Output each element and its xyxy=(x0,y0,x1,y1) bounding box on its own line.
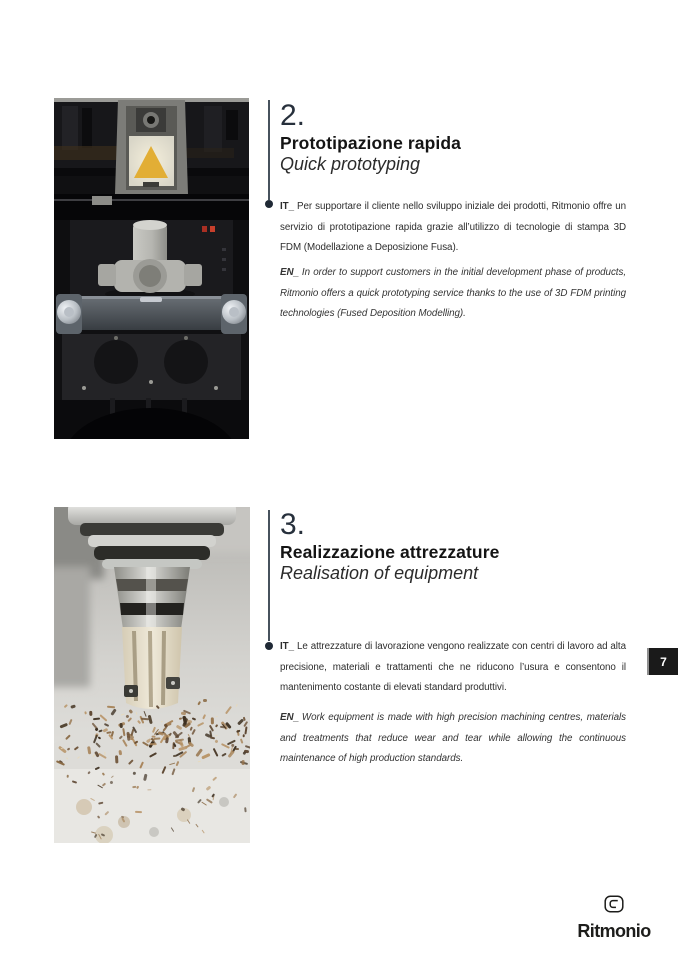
it-label: IT_ xyxy=(280,201,295,212)
section-paragraph-it xyxy=(280,637,626,699)
section-paragraph-it xyxy=(280,197,626,259)
it-text: Le attrezzature di lavorazione vengono realizzate con centri di lavoro ad alta precisione, materiali e trattamenti che ne riducono l’usura e consentono il mantenimento costante di elevati standard produttivi. xyxy=(280,641,626,693)
cnc-photo-art xyxy=(54,507,250,843)
page-number-badge xyxy=(647,648,678,675)
section-heading xyxy=(280,510,640,584)
section-paragraph-en xyxy=(280,263,626,325)
section-number: 2. xyxy=(280,99,306,132)
brand-logo xyxy=(558,894,670,942)
accent-dot xyxy=(265,642,273,650)
accent-line xyxy=(268,510,270,641)
section-title-it: Prototipazione rapida xyxy=(280,133,462,153)
printer-photo-art xyxy=(54,98,249,439)
equipment-machining-photo xyxy=(54,507,250,843)
accent-line xyxy=(268,100,270,200)
page-number: 7 xyxy=(660,654,667,669)
en-label: EN_ xyxy=(280,267,299,278)
en-text: Work equipment is made with high precision machining centres, materials and treatments that reduce wear and tear while allowing the continuous maintenance of high production standards. xyxy=(280,712,626,764)
quick-prototyping-photo xyxy=(54,98,249,439)
en-label: EN_ xyxy=(280,712,299,723)
accent-dot xyxy=(265,200,273,208)
it-text: Per supportare il cliente nello sviluppo iniziale dei prodotti, Ritmonio offre un servizio di prototipazione rapida grazie all’utilizzo di tecnologie di stampa 3D FDM (Modellazione a Deposizione Fusa). xyxy=(280,201,626,253)
section-title-en: Quick prototyping xyxy=(280,154,421,174)
brand-wordmark: Ritmonio xyxy=(577,921,651,941)
section-number: 3. xyxy=(280,508,306,541)
section-heading xyxy=(280,101,640,175)
en-text: In order to support customers in the initial development phase of products, Ritmonio offers a quick prototyping service thanks to the use of 3D FDM printing technologies (Fused Deposition Modelling). xyxy=(280,267,626,319)
section-title-it: Realizzazione attrezzature xyxy=(280,542,500,562)
it-label: IT_ xyxy=(280,641,295,652)
section-title-en: Realisation of equipment xyxy=(280,563,479,583)
ritmonio-monogram-icon xyxy=(602,894,626,915)
section-paragraph-en xyxy=(280,708,626,770)
